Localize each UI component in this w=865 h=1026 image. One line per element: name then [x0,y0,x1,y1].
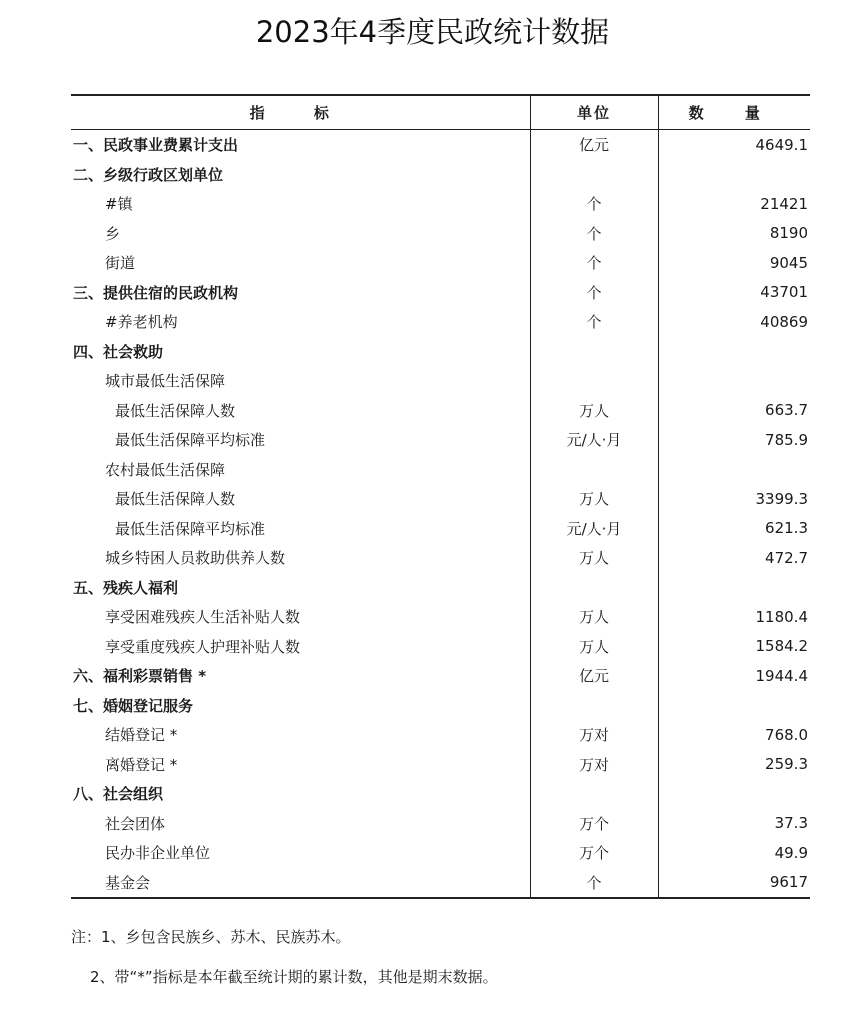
row-unit: 万对 [530,720,658,750]
row-value [658,779,810,809]
row-value: 663.7 [765,401,808,420]
row-value [658,337,810,367]
note-1: 注：1、乡包含民族乡、苏木、民族苏木。 [71,928,351,946]
row-value: 1180.4 [755,607,808,626]
table-row [71,278,810,308]
row-unit: 万人 [530,396,658,426]
row-unit [530,337,658,367]
row-indicator: #养老机构 [71,307,530,337]
row-indicator: 城乡特困人员救助供养人数 [71,543,530,573]
row-unit [530,455,658,485]
table-row [71,396,810,426]
row-indicator: 三、提供住宿的民政机构 [71,278,530,308]
row-indicator: 一、民政事业费累计支出 [71,130,530,160]
table-row [71,160,810,190]
table-row [71,691,810,721]
statistics-table [71,94,810,899]
row-indicator: 乡 [71,219,530,249]
table-row [71,337,810,367]
row-indicator: 农村最低生活保障 [71,455,530,485]
row-unit: 万个 [530,809,658,839]
row-value: 4649.1 [755,135,808,154]
row-value: 8190 [769,224,808,243]
table-row [71,868,810,899]
row-unit: 万人 [530,484,658,514]
header-unit: 单位 [530,95,658,130]
row-indicator: 城市最低生活保障 [71,366,530,396]
row-unit: 万人 [530,543,658,573]
row-value: 785.9 [765,430,808,449]
table-row [71,366,810,396]
row-indicator: 二、乡级行政区划单位 [71,160,530,190]
row-unit: 个 [530,307,658,337]
row-unit [530,691,658,721]
row-indicator: 享受重度残疾人护理补贴人数 [71,632,530,662]
table-row [71,809,810,839]
table-row [71,514,810,544]
row-indicator: 最低生活保障人数 [71,396,530,426]
row-indicator: 民办非企业单位 [71,838,530,868]
row-value [658,573,810,603]
row-unit [530,160,658,190]
row-indicator: 最低生活保障平均标准 [71,514,530,544]
table-row [71,632,810,662]
table-header-row [71,95,810,130]
row-unit: 万对 [530,750,658,780]
row-indicator: 享受困难残疾人生活补贴人数 [71,602,530,632]
row-value: 37.3 [774,814,808,833]
row-unit: 万个 [530,838,658,868]
table-row [71,484,810,514]
table-row [71,573,810,603]
row-indicator: 基金会 [71,868,530,899]
row-value [658,455,810,485]
table-row [71,425,810,455]
row-indicator: 社会团体 [71,809,530,839]
row-value: 1584.2 [755,637,808,656]
row-indicator: 离婚登记 * [71,750,530,780]
row-unit [530,573,658,603]
row-indicator: 六、福利彩票销售 * [71,661,530,691]
row-unit: 个 [530,278,658,308]
row-value: 40869 [760,312,808,331]
row-unit: 元/人·月 [530,514,658,544]
table-row [71,838,810,868]
row-value [658,691,810,721]
row-indicator: #镇 [71,189,530,219]
row-value: 21421 [760,194,808,213]
row-value: 9045 [769,253,808,272]
row-indicator: 最低生活保障人数 [71,484,530,514]
row-indicator: 街道 [71,248,530,278]
row-indicator: 最低生活保障平均标准 [71,425,530,455]
table-row [71,661,810,691]
row-unit: 个 [530,868,658,899]
row-value: 768.0 [765,725,808,744]
row-value: 49.9 [774,843,808,862]
row-indicator: 七、婚姻登记服务 [71,691,530,721]
row-value: 3399.3 [755,489,808,508]
row-unit: 个 [530,189,658,219]
table-row [71,219,810,249]
row-indicator: 五、残疾人福利 [71,573,530,603]
header-indicator: 指 标 [71,95,530,130]
row-value: 621.3 [765,519,808,538]
row-unit: 万人 [530,602,658,632]
table-row [71,750,810,780]
row-value [658,366,810,396]
row-value: 472.7 [765,548,808,567]
row-indicator: 八、社会组织 [71,779,530,809]
page-title: 2023年4季度民政统计数据 [255,15,610,49]
table-row [71,307,810,337]
row-unit: 元/人·月 [530,425,658,455]
row-unit [530,779,658,809]
note-2: 2、带“*”指标是本年截至统计期的累计数，其他是期末数据。 [90,968,498,986]
row-indicator: 四、社会救助 [71,337,530,367]
table-body [71,130,810,899]
header-value: 数 量 [658,95,810,130]
table-row [71,602,810,632]
row-unit: 亿元 [530,130,658,160]
row-value [658,160,810,190]
row-value: 1944.4 [755,666,808,685]
row-unit: 个 [530,248,658,278]
row-unit [530,366,658,396]
table-row [71,189,810,219]
table-row [71,248,810,278]
table-row [71,543,810,573]
table-row [71,130,810,160]
table-row [71,720,810,750]
row-indicator: 结婚登记 * [71,720,530,750]
row-value: 43701 [760,283,808,302]
row-value: 259.3 [765,755,808,774]
table-row [71,779,810,809]
row-unit: 亿元 [530,661,658,691]
row-unit: 万人 [530,632,658,662]
table-row [71,455,810,485]
row-unit: 个 [530,219,658,249]
row-value: 9617 [658,868,810,899]
